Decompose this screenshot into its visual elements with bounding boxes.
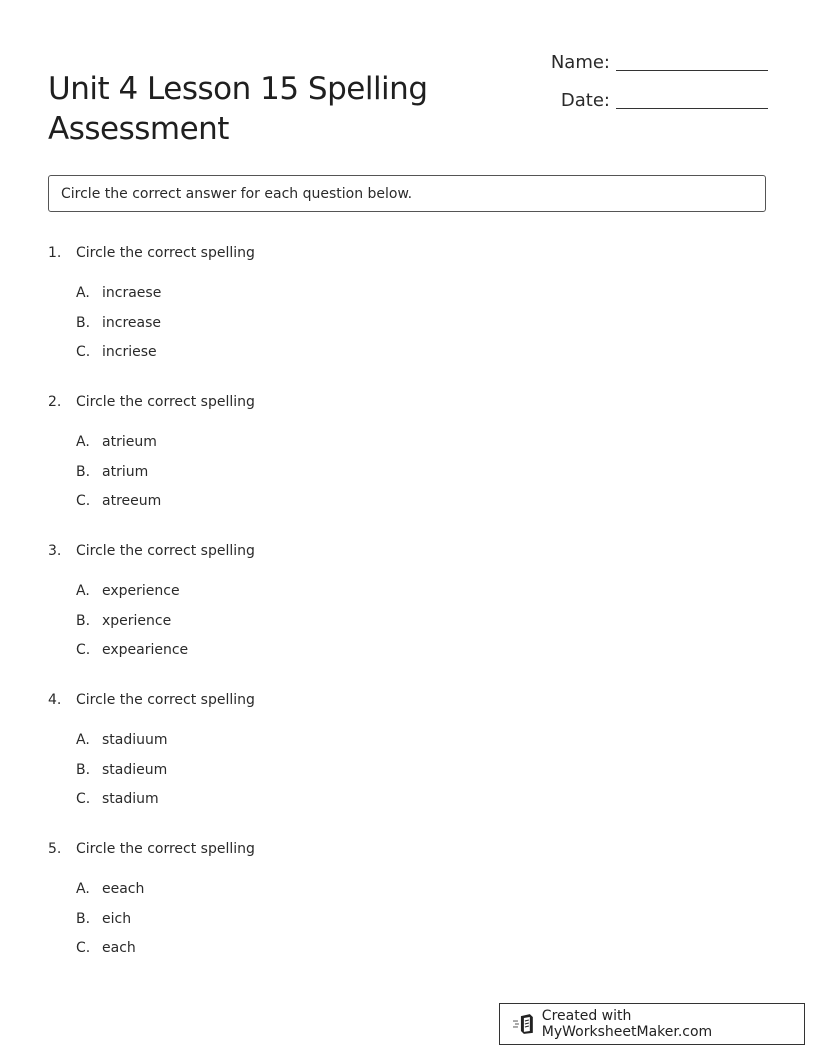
question-number: 1. <box>48 245 62 261</box>
page-title: Unit 4 Lesson 15 Spelling Assessment <box>48 70 428 147</box>
answer-option[interactable] <box>48 760 548 790</box>
answer-option[interactable] <box>48 491 548 521</box>
option-letter: C. <box>76 344 91 361</box>
option-letter: C. <box>76 493 91 510</box>
option-letter: B. <box>76 761 91 778</box>
question-number: 4. <box>48 692 62 708</box>
option-letter: A. <box>76 285 90 301</box>
footer-credit[interactable] <box>499 1003 805 1045</box>
date-field <box>530 90 768 111</box>
option-text: eich <box>102 910 132 927</box>
option-text: atrieum <box>102 434 157 450</box>
option-letter: B. <box>76 910 91 927</box>
date-blank-line[interactable] <box>616 94 768 109</box>
answer-option[interactable] <box>48 938 548 968</box>
option-text: incraese <box>102 285 162 301</box>
option-letter: C. <box>76 642 91 659</box>
name-blank-line[interactable] <box>616 56 768 71</box>
option-text: each <box>102 940 136 957</box>
option-text: eeach <box>102 881 145 897</box>
question-prompt: Circle the correct spelling <box>76 394 255 410</box>
option-text: incriese <box>102 344 157 361</box>
option-letter: A. <box>76 881 90 897</box>
name-field <box>530 52 768 73</box>
option-letter: A. <box>76 434 90 450</box>
question-prompt: Circle the correct spelling <box>76 841 255 857</box>
option-text: xperience <box>102 612 172 629</box>
answer-option[interactable] <box>48 313 548 343</box>
question-2 <box>48 392 548 521</box>
option-text: atreeum <box>102 493 162 510</box>
answer-option[interactable] <box>48 640 548 670</box>
option-letter: A. <box>76 583 90 599</box>
answer-option[interactable] <box>48 283 548 313</box>
question-number: 5. <box>48 841 62 857</box>
answer-option[interactable] <box>48 879 548 909</box>
option-text: atrium <box>102 463 149 480</box>
option-text: stadium <box>102 791 159 808</box>
option-text: stadiuum <box>102 732 168 748</box>
answer-option[interactable] <box>48 342 548 372</box>
option-letter: B. <box>76 463 91 480</box>
option-letter: B. <box>76 612 91 629</box>
question-number: 2. <box>48 394 62 410</box>
option-letter: A. <box>76 732 90 748</box>
answer-option[interactable] <box>48 789 548 819</box>
instructions-box: Circle the correct answer for each question below. <box>48 175 766 212</box>
option-letter: C. <box>76 791 91 808</box>
question-number: 3. <box>48 543 62 559</box>
answer-option[interactable] <box>48 611 548 641</box>
question-prompt: Circle the correct spelling <box>76 543 255 559</box>
date-label: Date: <box>560 90 610 111</box>
question-1 <box>48 243 548 372</box>
answer-option[interactable] <box>48 432 548 462</box>
answer-option[interactable] <box>48 909 548 939</box>
question-prompt: Circle the correct spelling <box>76 692 255 708</box>
name-label: Name: <box>550 52 610 73</box>
option-text: increase <box>102 314 162 331</box>
question-3 <box>48 541 548 670</box>
worksheet-logo-icon <box>512 1013 536 1035</box>
answer-option[interactable] <box>48 730 548 760</box>
option-letter: B. <box>76 314 91 331</box>
option-letter: C. <box>76 940 91 957</box>
answer-option[interactable] <box>48 581 548 611</box>
option-text: expearience <box>102 642 189 659</box>
option-text: stadieum <box>102 761 168 778</box>
option-text: experience <box>102 583 180 599</box>
question-5 <box>48 839 548 968</box>
question-4 <box>48 690 548 819</box>
footer-text: Created with MyWorksheetMaker.com <box>541 1008 713 1040</box>
answer-option[interactable] <box>48 462 548 492</box>
question-prompt: Circle the correct spelling <box>76 245 255 261</box>
